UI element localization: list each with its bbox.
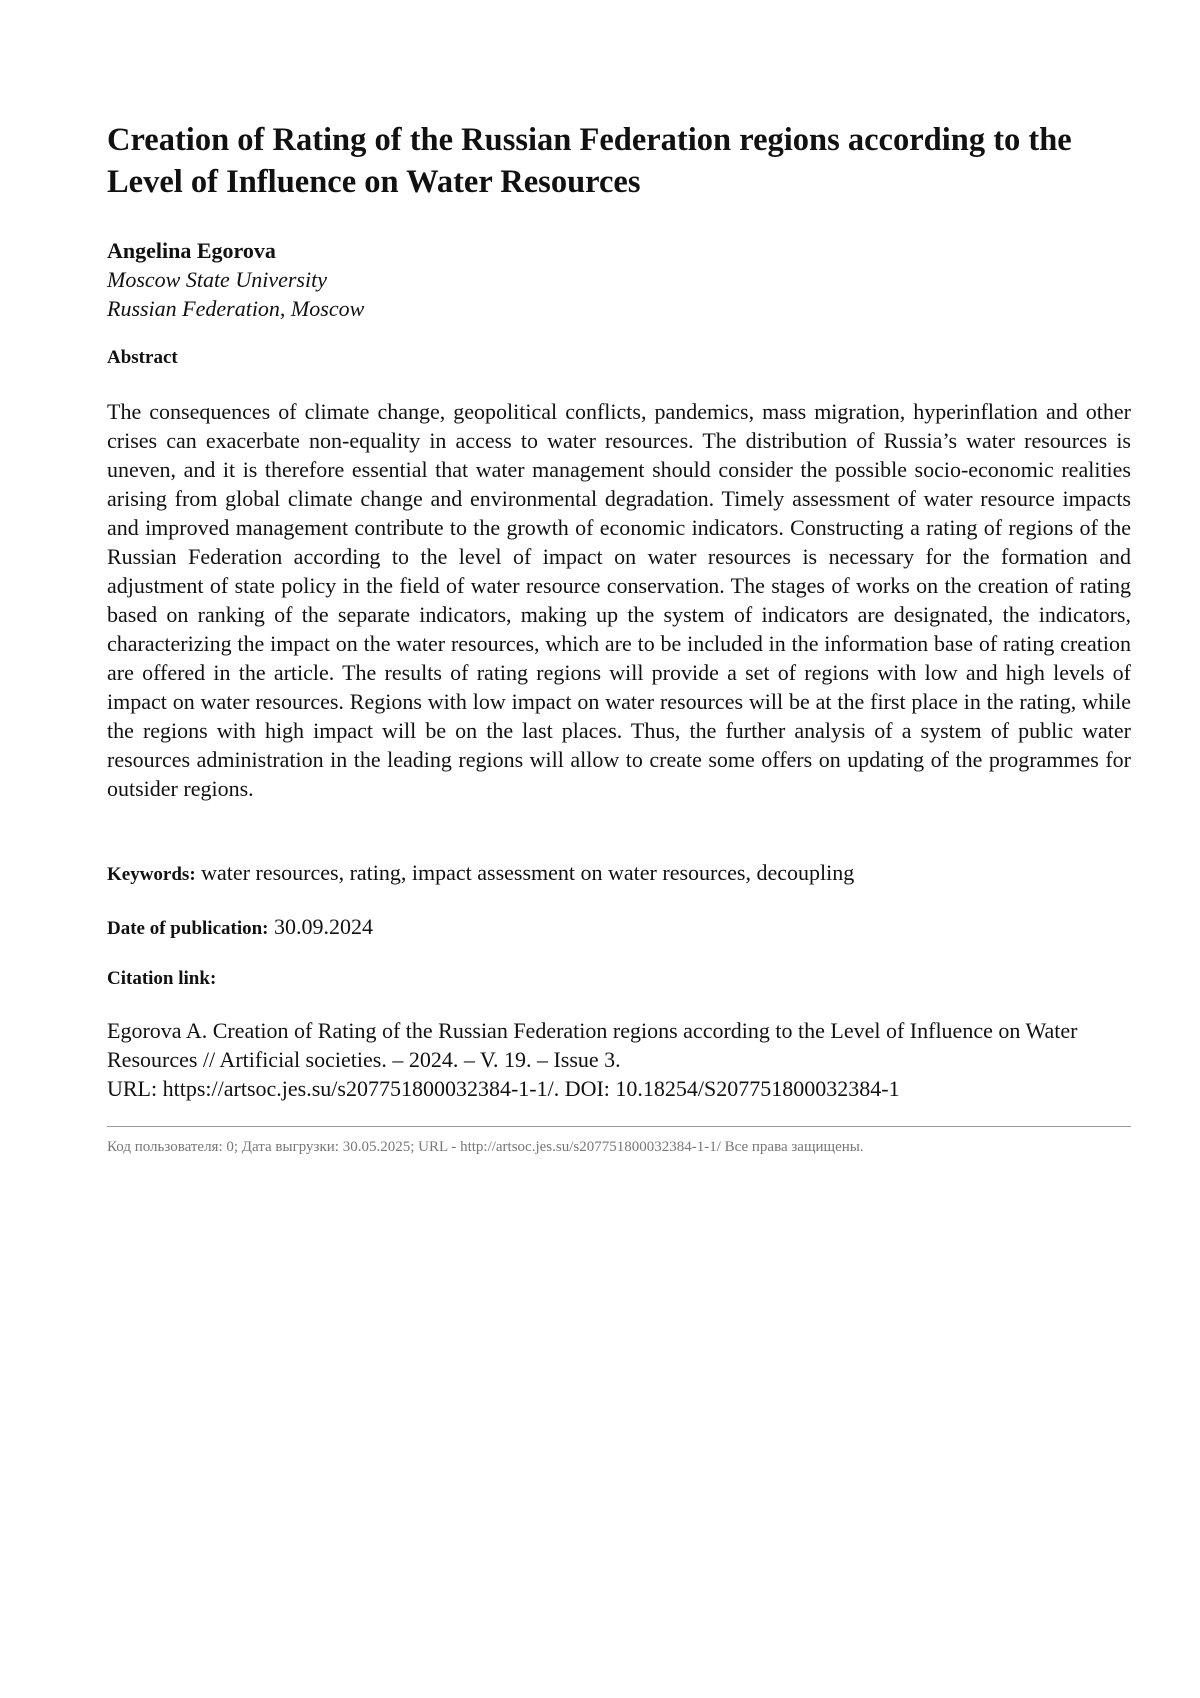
citation-block (107, 1016, 1131, 1103)
citation-url-doi: URL: https://artsoc.jes.su/s207751800032384-1-1/. DOI: 10.18254/S207751800032384-1 (107, 1076, 900, 1101)
citation-label: Citation link: (107, 968, 217, 989)
author-name: Angelina Egorova (107, 238, 276, 263)
keywords-label: Keywords: (107, 864, 196, 885)
author-affiliation: Moscow State University (107, 267, 327, 292)
publication-date-line (107, 912, 1131, 943)
keywords-line (107, 858, 1131, 889)
publication-date-value: 30.09.2024 (274, 914, 373, 939)
author-location: Russian Federation, Moscow (107, 296, 365, 321)
citation-reference: Egorova A. Creation of Rating of the Russian Federation regions according to the Level of Influence on Water Resources // Artificial societies. – 2024. – V. 19. – Issue 3. (107, 1018, 1078, 1072)
author-block (107, 236, 1131, 323)
footer-divider (107, 1126, 1131, 1127)
footer-text: Код пользователя: 0; Дата выгрузки: 30.05.2025; URL - http://artsoc.jes.su/s207751800032384-1-1/ Все права защищены. (107, 1139, 864, 1155)
citation-label-line (107, 962, 1131, 993)
abstract-text: The consequences of climate change, geopolitical conflicts, pandemics, mass migration, hyperinflation and other crises can exacerbate non-equality in access to water resources. The distribution of Russia’s water resources is uneven, and it is therefore essential that water management should consider the possible socio-economic realities arising from global climate change and environmental degradation. Timely assessment of water resource impacts and improved management contribute to the growth of economic indicators. Constructing a rating of regions of the Russian Federation according to the level of impact on water resources is necessary for the formation and adjustment of state policy in the field of water resource conservation. The stages of works on the creation of rating based on ranking of the separate indicators, making up the system of indicators are designated, the indicators, characterizing the impact on the water resources, which are to be included in the information base of rating creation are offered in the article. The results of rating regions will provide a set of regions with low and high levels of impact on water resources. Regions with low impact on water resources will be at the first place in the rating, while the regions with high impact will be on the last places. Thus, the further analysis of a system of public water resources administration in the leading regions will allow to create some offers on updating of the programmes for outsider regions. (107, 399, 1131, 801)
abstract-heading: Abstract (107, 347, 178, 368)
paper-title: Creation of Rating of the Russian Federation regions according to the Level of Influence on Water Resources (107, 122, 1072, 200)
keywords-value: water resources, rating, impact assessment on water resources, decoupling (201, 860, 855, 885)
publication-date-label: Date of publication: (107, 918, 269, 939)
